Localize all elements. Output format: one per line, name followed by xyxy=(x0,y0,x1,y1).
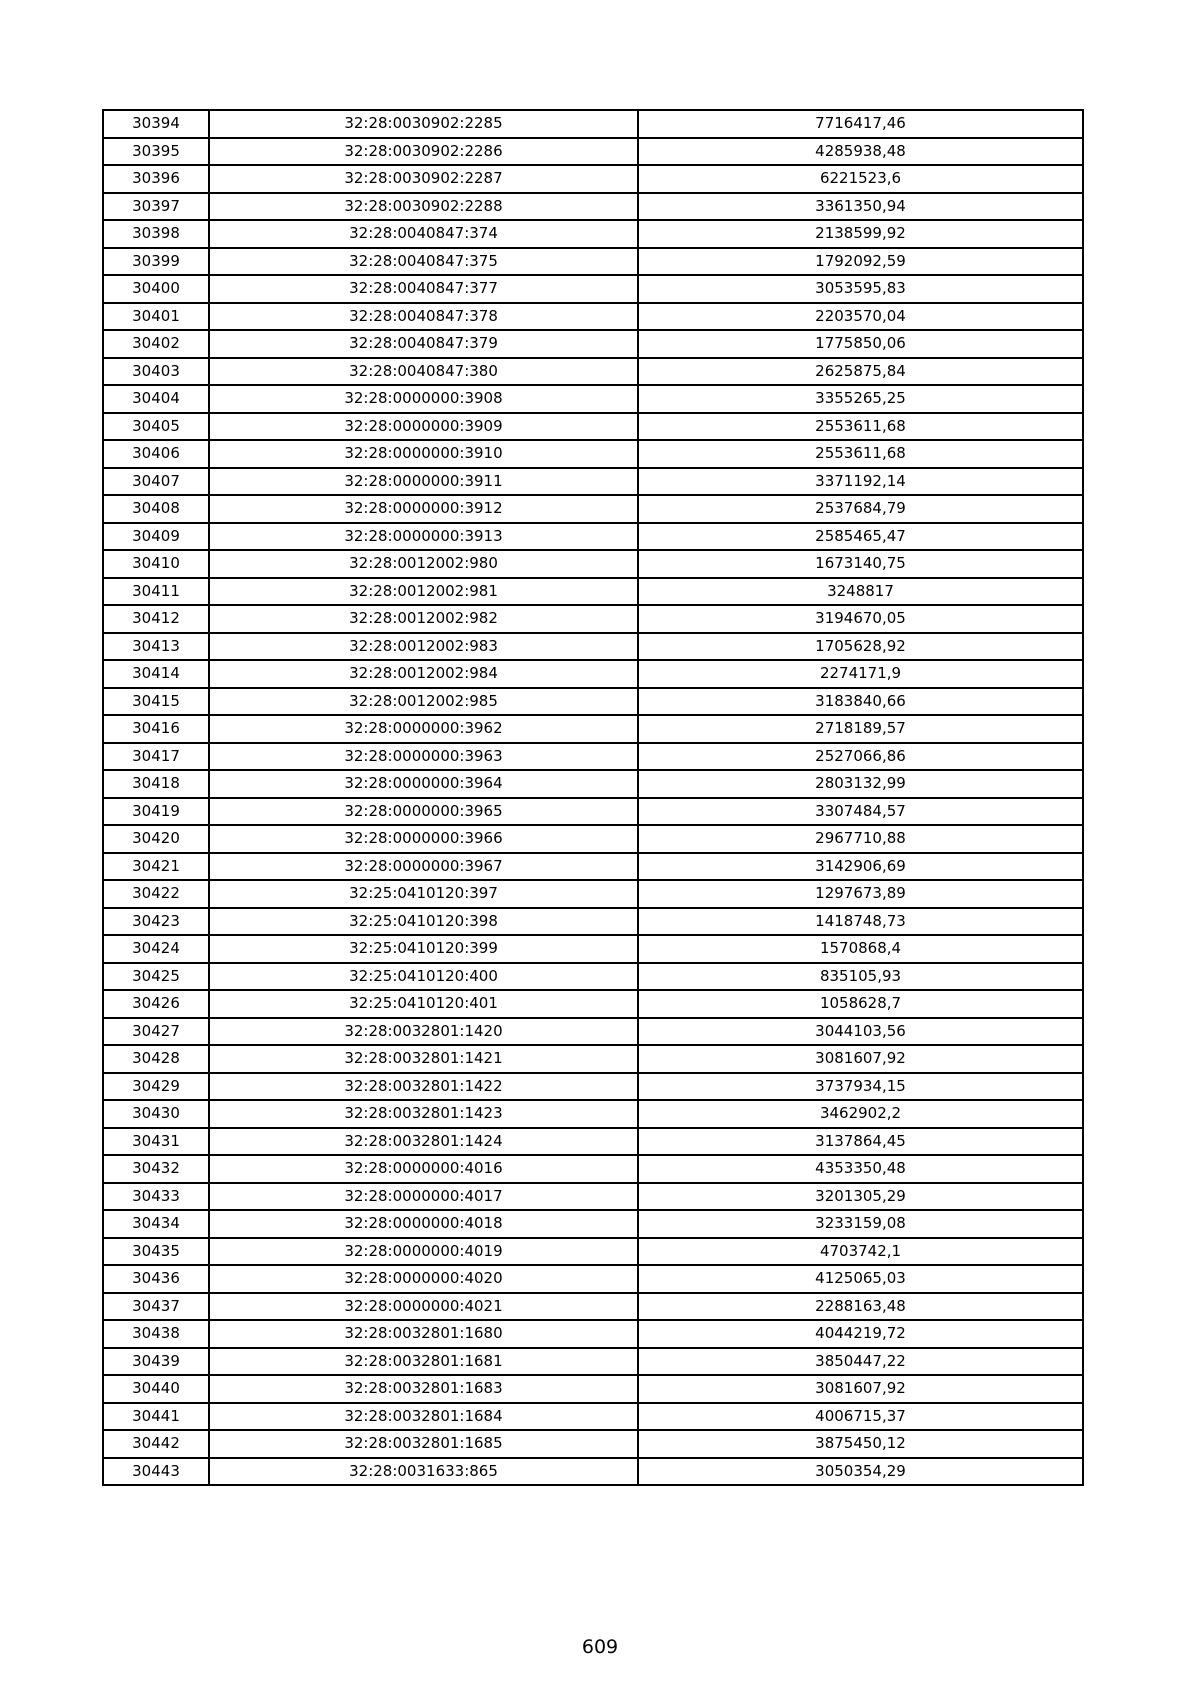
table-row xyxy=(103,1375,1083,1403)
cadastral-number-cell: 32:28:0012002:984 xyxy=(209,660,638,688)
value-cell: 4285938,48 xyxy=(638,138,1083,166)
value-cell: 3355265,25 xyxy=(638,385,1083,413)
cadastral-number-cell: 32:28:0000000:3908 xyxy=(209,385,638,413)
value-cell: 2274171,9 xyxy=(638,660,1083,688)
cadastral-number-cell: 32:28:0000000:3963 xyxy=(209,743,638,771)
value-cell: 3737934,15 xyxy=(638,1073,1083,1101)
table-row xyxy=(103,963,1083,991)
cadastral-number-cell: 32:28:0040847:374 xyxy=(209,220,638,248)
cadastral-number-cell: 32:28:0032801:1424 xyxy=(209,1128,638,1156)
row-number-cell: 30441 xyxy=(103,1403,209,1431)
table-row xyxy=(103,275,1083,303)
row-number-cell: 30406 xyxy=(103,440,209,468)
row-number-cell: 30421 xyxy=(103,853,209,881)
value-cell: 1705628,92 xyxy=(638,633,1083,661)
value-cell: 3201305,29 xyxy=(638,1183,1083,1211)
cadastral-number-cell: 32:28:0000000:3909 xyxy=(209,413,638,441)
row-number-cell: 30394 xyxy=(103,110,209,138)
value-cell: 2138599,92 xyxy=(638,220,1083,248)
cadastral-number-cell: 32:28:0032801:1681 xyxy=(209,1348,638,1376)
cadastral-number-cell: 32:28:0000000:3965 xyxy=(209,798,638,826)
row-number-cell: 30437 xyxy=(103,1293,209,1321)
row-number-cell: 30439 xyxy=(103,1348,209,1376)
cadastral-number-cell: 32:28:0032801:1683 xyxy=(209,1375,638,1403)
row-number-cell: 30423 xyxy=(103,908,209,936)
cadastral-number-cell: 32:28:0000000:3967 xyxy=(209,853,638,881)
table-row xyxy=(103,1238,1083,1266)
table-row xyxy=(103,303,1083,331)
table-row xyxy=(103,1293,1083,1321)
table-row xyxy=(103,110,1083,138)
cadastral-number-cell: 32:25:0410120:397 xyxy=(209,880,638,908)
value-cell: 1792092,59 xyxy=(638,248,1083,276)
table-row xyxy=(103,193,1083,221)
cadastral-number-cell: 32:28:0012002:981 xyxy=(209,578,638,606)
row-number-cell: 30409 xyxy=(103,523,209,551)
table-row xyxy=(103,990,1083,1018)
cadastral-number-cell: 32:28:0032801:1420 xyxy=(209,1018,638,1046)
value-cell: 4044219,72 xyxy=(638,1320,1083,1348)
row-number-cell: 30403 xyxy=(103,358,209,386)
cadastral-number-cell: 32:28:0030902:2287 xyxy=(209,165,638,193)
row-number-cell: 30431 xyxy=(103,1128,209,1156)
row-number-cell: 30427 xyxy=(103,1018,209,1046)
value-cell: 2537684,79 xyxy=(638,495,1083,523)
table-row xyxy=(103,1045,1083,1073)
table-row xyxy=(103,1458,1083,1486)
value-cell: 3142906,69 xyxy=(638,853,1083,881)
table-row xyxy=(103,1403,1083,1431)
row-number-cell: 30424 xyxy=(103,935,209,963)
value-cell: 3194670,05 xyxy=(638,605,1083,633)
table-row xyxy=(103,688,1083,716)
table-row xyxy=(103,1348,1083,1376)
cadastral-number-cell: 32:28:0012002:985 xyxy=(209,688,638,716)
row-number-cell: 30436 xyxy=(103,1265,209,1293)
value-cell: 2625875,84 xyxy=(638,358,1083,386)
row-number-cell: 30418 xyxy=(103,770,209,798)
row-number-cell: 30428 xyxy=(103,1045,209,1073)
row-number-cell: 30410 xyxy=(103,550,209,578)
row-number-cell: 30413 xyxy=(103,633,209,661)
table-row xyxy=(103,1430,1083,1458)
table-row xyxy=(103,248,1083,276)
cadastral-number-cell: 32:28:0040847:379 xyxy=(209,330,638,358)
value-cell: 3248817 xyxy=(638,578,1083,606)
row-number-cell: 30397 xyxy=(103,193,209,221)
cadastral-number-cell: 32:28:0032801:1423 xyxy=(209,1100,638,1128)
cadastral-number-cell: 32:28:0000000:3912 xyxy=(209,495,638,523)
table-row xyxy=(103,743,1083,771)
row-number-cell: 30399 xyxy=(103,248,209,276)
value-cell: 3053595,83 xyxy=(638,275,1083,303)
value-cell: 3307484,57 xyxy=(638,798,1083,826)
value-cell: 3044103,56 xyxy=(638,1018,1083,1046)
value-cell: 4125065,03 xyxy=(638,1265,1083,1293)
row-number-cell: 30398 xyxy=(103,220,209,248)
table-row xyxy=(103,440,1083,468)
cadastral-number-cell: 32:28:0000000:3966 xyxy=(209,825,638,853)
table-row xyxy=(103,1320,1083,1348)
value-cell: 2553611,68 xyxy=(638,413,1083,441)
cadastral-number-cell: 32:28:0032801:1685 xyxy=(209,1430,638,1458)
cadastral-number-cell: 32:28:0030902:2286 xyxy=(209,138,638,166)
value-cell: 4006715,37 xyxy=(638,1403,1083,1431)
value-cell: 1570868,4 xyxy=(638,935,1083,963)
row-number-cell: 30430 xyxy=(103,1100,209,1128)
value-cell: 4353350,48 xyxy=(638,1155,1083,1183)
cadastral-number-cell: 32:28:0040847:375 xyxy=(209,248,638,276)
table-row xyxy=(103,495,1083,523)
value-cell: 2288163,48 xyxy=(638,1293,1083,1321)
table-row xyxy=(103,880,1083,908)
table-row xyxy=(103,1128,1083,1156)
value-cell: 1418748,73 xyxy=(638,908,1083,936)
table-row xyxy=(103,1210,1083,1238)
table-row xyxy=(103,1073,1083,1101)
value-cell: 3081607,92 xyxy=(638,1045,1083,1073)
value-cell: 3850447,22 xyxy=(638,1348,1083,1376)
cadastral-number-cell: 32:28:0031633:865 xyxy=(209,1458,638,1486)
cadastral-number-cell: 32:25:0410120:398 xyxy=(209,908,638,936)
table-row xyxy=(103,715,1083,743)
table-row xyxy=(103,853,1083,881)
cadastral-number-cell: 32:28:0000000:3913 xyxy=(209,523,638,551)
value-cell: 3462902,2 xyxy=(638,1100,1083,1128)
table-row xyxy=(103,220,1083,248)
value-cell: 2203570,04 xyxy=(638,303,1083,331)
cadastral-number-cell: 32:28:0000000:3910 xyxy=(209,440,638,468)
row-number-cell: 30412 xyxy=(103,605,209,633)
row-number-cell: 30414 xyxy=(103,660,209,688)
table-row xyxy=(103,523,1083,551)
cadastral-number-cell: 32:28:0040847:380 xyxy=(209,358,638,386)
cadastral-number-cell: 32:28:0000000:3962 xyxy=(209,715,638,743)
row-number-cell: 30432 xyxy=(103,1155,209,1183)
cadastral-number-cell: 32:28:0032801:1421 xyxy=(209,1045,638,1073)
table-row xyxy=(103,770,1083,798)
row-number-cell: 30420 xyxy=(103,825,209,853)
value-cell: 3361350,94 xyxy=(638,193,1083,221)
table-row xyxy=(103,798,1083,826)
value-cell: 3875450,12 xyxy=(638,1430,1083,1458)
table-row xyxy=(103,330,1083,358)
value-cell: 2967710,88 xyxy=(638,825,1083,853)
value-cell: 2527066,86 xyxy=(638,743,1083,771)
value-cell: 1673140,75 xyxy=(638,550,1083,578)
row-number-cell: 30405 xyxy=(103,413,209,441)
cadastral-number-cell: 32:28:0000000:4016 xyxy=(209,1155,638,1183)
cadastral-number-cell: 32:25:0410120:401 xyxy=(209,990,638,1018)
row-number-cell: 30416 xyxy=(103,715,209,743)
value-cell: 3371192,14 xyxy=(638,468,1083,496)
table-row xyxy=(103,165,1083,193)
value-cell: 1058628,7 xyxy=(638,990,1083,1018)
table-row xyxy=(103,1018,1083,1046)
row-number-cell: 30433 xyxy=(103,1183,209,1211)
cadastral-number-cell: 32:28:0032801:1422 xyxy=(209,1073,638,1101)
row-number-cell: 30422 xyxy=(103,880,209,908)
table-row xyxy=(103,358,1083,386)
value-cell: 1297673,89 xyxy=(638,880,1083,908)
table-row xyxy=(103,468,1083,496)
value-cell: 2553611,68 xyxy=(638,440,1083,468)
table-row xyxy=(103,935,1083,963)
value-cell: 3050354,29 xyxy=(638,1458,1083,1486)
cadastral-number-cell: 32:28:0030902:2288 xyxy=(209,193,638,221)
table-row xyxy=(103,578,1083,606)
cadastral-number-cell: 32:28:0000000:4017 xyxy=(209,1183,638,1211)
row-number-cell: 30438 xyxy=(103,1320,209,1348)
cadastral-number-cell: 32:28:0032801:1684 xyxy=(209,1403,638,1431)
cadastral-number-cell: 32:25:0410120:400 xyxy=(209,963,638,991)
table-row xyxy=(103,413,1083,441)
value-cell: 835105,93 xyxy=(638,963,1083,991)
row-number-cell: 30417 xyxy=(103,743,209,771)
cadastral-number-cell: 32:28:0000000:3964 xyxy=(209,770,638,798)
value-cell: 2718189,57 xyxy=(638,715,1083,743)
table-row xyxy=(103,825,1083,853)
table-row xyxy=(103,550,1083,578)
cadastral-number-cell: 32:28:0000000:4018 xyxy=(209,1210,638,1238)
registry-table-body xyxy=(103,110,1083,1485)
row-number-cell: 30411 xyxy=(103,578,209,606)
row-number-cell: 30396 xyxy=(103,165,209,193)
value-cell: 7716417,46 xyxy=(638,110,1083,138)
row-number-cell: 30395 xyxy=(103,138,209,166)
table-row xyxy=(103,1100,1083,1128)
value-cell: 1775850,06 xyxy=(638,330,1083,358)
row-number-cell: 30419 xyxy=(103,798,209,826)
row-number-cell: 30443 xyxy=(103,1458,209,1486)
cadastral-number-cell: 32:28:0032801:1680 xyxy=(209,1320,638,1348)
table-row xyxy=(103,385,1083,413)
table-row xyxy=(103,138,1083,166)
row-number-cell: 30404 xyxy=(103,385,209,413)
cadastral-number-cell: 32:25:0410120:399 xyxy=(209,935,638,963)
row-number-cell: 30429 xyxy=(103,1073,209,1101)
table-row xyxy=(103,605,1083,633)
row-number-cell: 30440 xyxy=(103,1375,209,1403)
cadastral-number-cell: 32:28:0000000:4019 xyxy=(209,1238,638,1266)
row-number-cell: 30402 xyxy=(103,330,209,358)
row-number-cell: 30435 xyxy=(103,1238,209,1266)
value-cell: 3137864,45 xyxy=(638,1128,1083,1156)
row-number-cell: 30425 xyxy=(103,963,209,991)
cadastral-number-cell: 32:28:0012002:982 xyxy=(209,605,638,633)
cadastral-number-cell: 32:28:0000000:4020 xyxy=(209,1265,638,1293)
value-cell: 3233159,08 xyxy=(638,1210,1083,1238)
cadastral-number-cell: 32:28:0030902:2285 xyxy=(209,110,638,138)
table-row xyxy=(103,908,1083,936)
table-row xyxy=(103,660,1083,688)
value-cell: 6221523,6 xyxy=(638,165,1083,193)
row-number-cell: 30426 xyxy=(103,990,209,1018)
row-number-cell: 30408 xyxy=(103,495,209,523)
row-number-cell: 30400 xyxy=(103,275,209,303)
cadastral-number-cell: 32:28:0012002:983 xyxy=(209,633,638,661)
row-number-cell: 30407 xyxy=(103,468,209,496)
value-cell: 3183840,66 xyxy=(638,688,1083,716)
value-cell: 2585465,47 xyxy=(638,523,1083,551)
row-number-cell: 30401 xyxy=(103,303,209,331)
value-cell: 3081607,92 xyxy=(638,1375,1083,1403)
cadastral-number-cell: 32:28:0012002:980 xyxy=(209,550,638,578)
table-row xyxy=(103,1155,1083,1183)
value-cell: 2803132,99 xyxy=(638,770,1083,798)
cadastral-number-cell: 32:28:0000000:3911 xyxy=(209,468,638,496)
registry-table xyxy=(102,109,1084,1486)
row-number-cell: 30442 xyxy=(103,1430,209,1458)
table-row xyxy=(103,1183,1083,1211)
cadastral-number-cell: 32:28:0000000:4021 xyxy=(209,1293,638,1321)
page-number: 609 xyxy=(581,1636,619,1658)
row-number-cell: 30434 xyxy=(103,1210,209,1238)
cadastral-number-cell: 32:28:0040847:377 xyxy=(209,275,638,303)
value-cell: 4703742,1 xyxy=(638,1238,1083,1266)
table-row xyxy=(103,1265,1083,1293)
row-number-cell: 30415 xyxy=(103,688,209,716)
cadastral-number-cell: 32:28:0040847:378 xyxy=(209,303,638,331)
table-row xyxy=(103,633,1083,661)
